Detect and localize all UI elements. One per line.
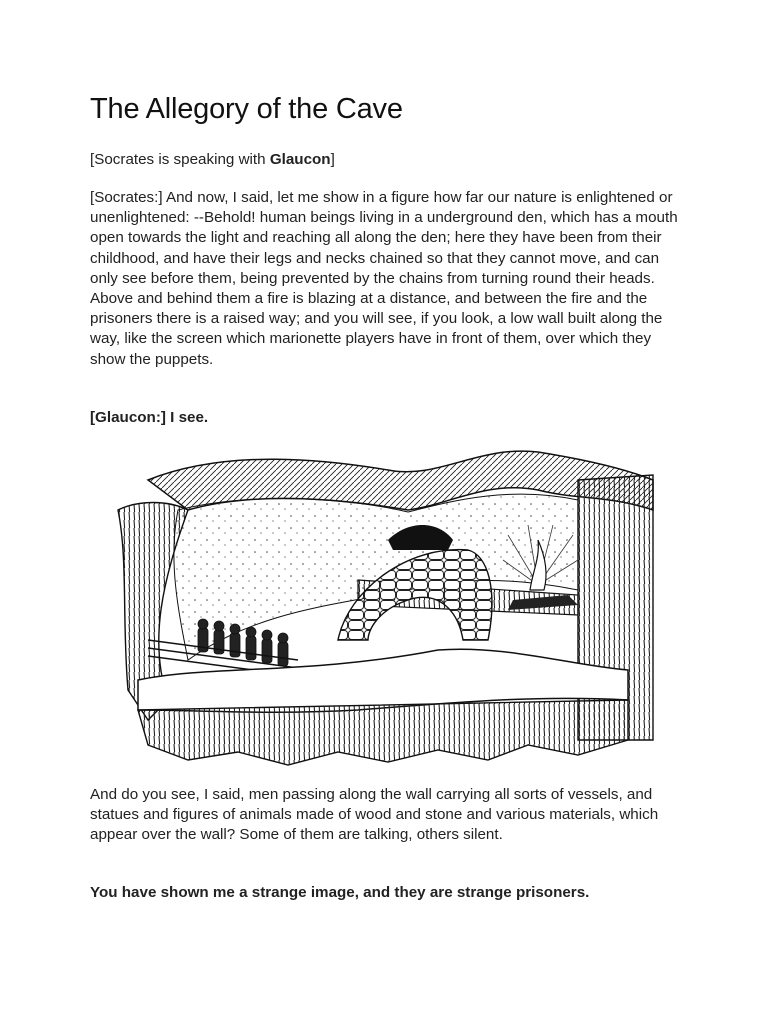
socrates-speech: [Socrates:] And now, I said, let me show in a figure how far our nature is enlightened or unenlightened: --Behold! human beings living in a underground den, which has a mouth open towards the light and reaching all along the den; here they have been from their childhood, and have their legs and necks chained so that they cannot move, and can only see before them, being prevented by the chains from turning round their heads. Above and behind them a fire is blazing at a distance, and between the fire and the prisoners there is a raised way; and you will see, if you look, a low wall built along the way, like the screen which marionette players have in front of them, over which they show the puppets. [90,189,678,368]
page-title: The Allegory of the Cave [90,93,403,125]
intro-suffix: ] [330,151,335,168]
continuation-paragraph: And do you see, I said, men passing along the wall carrying all sorts of vessels, and statues and figures of animals made of wood and stone and various materials, which appear over the wall? Some of them are talking, others silent. [90,786,659,844]
final-reply: You have shown me a strange image, and they are strange prisoners. [90,884,590,901]
glaucon-reply: [Glaucon:] I see. [90,409,209,426]
cave-illustration-icon [108,440,656,770]
intro-name: Glaucon [269,151,331,168]
cave-illustration [108,440,656,770]
intro-prefix: [Socrates is speaking with [90,151,270,168]
intro-line [90,150,335,170]
